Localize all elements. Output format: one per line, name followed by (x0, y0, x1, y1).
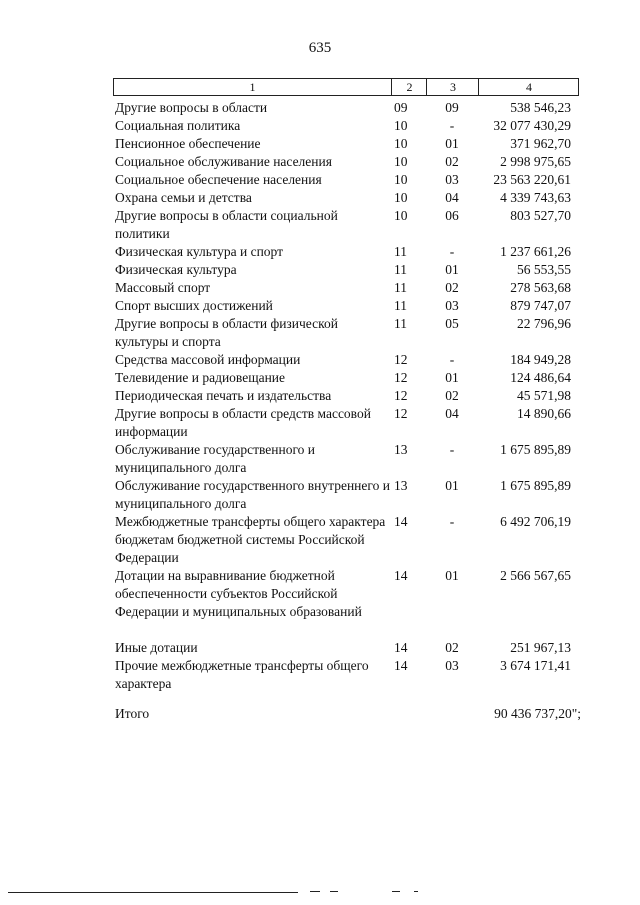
row-name: Обслуживание государственного и муниципального долга (115, 442, 316, 475)
table-row (113, 369, 583, 387)
row-section: 10 (394, 208, 408, 223)
table-row (113, 297, 583, 315)
row-name: Телевидение и радиовещание (115, 370, 286, 385)
row-amount: 2 998 975,65 (500, 154, 571, 169)
row-name: Обслуживание государственного внутреннего и муниципального долга (115, 478, 390, 511)
footer-dash (310, 891, 320, 892)
row-section: 10 (394, 118, 408, 133)
row-subsection: 09 (445, 100, 459, 115)
row-name: Другие вопросы в области социальной политики (115, 208, 338, 241)
row-subsection: 01 (445, 568, 459, 583)
row-name: Дотации на выравнивание бюджетной обеспеченности субъектов Российской Федерации и муниципальных образований (115, 568, 362, 619)
table-row (113, 405, 583, 441)
total-row (113, 705, 583, 723)
header-col-2: 2 (391, 79, 427, 95)
row-amount: 124 486,64 (510, 370, 571, 385)
header-col-4: 4 (478, 79, 579, 95)
footer-dash (414, 891, 418, 892)
table-row (113, 513, 583, 567)
table-row (113, 567, 583, 621)
row-name: Иные дотации (115, 640, 198, 655)
row-section: 10 (394, 154, 408, 169)
row-section: 09 (394, 100, 408, 115)
table-row (113, 351, 583, 369)
row-section: 11 (394, 298, 407, 313)
row-name: Средства массовой информации (115, 352, 301, 367)
table-row (113, 387, 583, 405)
row-name: Социальное обеспечение населения (115, 172, 322, 187)
table-row (113, 243, 583, 261)
row-subsection: 02 (445, 388, 459, 403)
row-amount: 879 747,07 (510, 298, 571, 313)
row-amount: 1 675 895,89 (500, 478, 571, 493)
row-subsection: 03 (445, 172, 459, 187)
row-section: 10 (394, 190, 408, 205)
row-amount: 278 563,68 (510, 280, 571, 295)
row-section: 11 (394, 280, 407, 295)
row-section: 12 (394, 388, 408, 403)
total-value: 90 436 737,20"; (494, 706, 581, 721)
row-subsection: 02 (445, 154, 459, 169)
row-section: 14 (394, 514, 408, 529)
row-amount: 6 492 706,19 (500, 514, 571, 529)
page-number: 635 (308, 40, 332, 56)
table-row (113, 207, 583, 243)
row-amount: 184 949,28 (510, 352, 571, 367)
row-name: Прочие межбюджетные трансферты общего характера (115, 658, 369, 691)
row-subsection: 04 (445, 190, 459, 205)
row-name: Другие вопросы в области средств массовой информации (115, 406, 371, 439)
row-section: 11 (394, 316, 407, 331)
row-section: 14 (394, 658, 408, 673)
footer-dash (330, 891, 338, 892)
row-name: Физическая культура (115, 262, 237, 277)
row-subsection: 02 (445, 640, 459, 655)
row-subsection: 02 (445, 280, 459, 295)
table-row (113, 117, 583, 135)
row-subsection: 05 (445, 316, 459, 331)
row-amount: 538 546,23 (510, 100, 571, 115)
row-subsection: - (449, 514, 455, 529)
row-amount: 803 527,70 (510, 208, 571, 223)
row-name: Другие вопросы в области физической культуры и спорта (115, 316, 338, 349)
row-section: 13 (394, 442, 408, 457)
header-col-3: 3 (426, 79, 479, 95)
row-amount: 45 571,98 (517, 388, 571, 403)
row-section: 11 (394, 262, 407, 277)
row-name: Спорт высших достижений (115, 298, 273, 313)
row-amount: 371 962,70 (510, 136, 571, 151)
row-subsection: 06 (445, 208, 459, 223)
row-amount: 32 077 430,29 (493, 118, 571, 133)
row-name: Физическая культура и спорт (115, 244, 284, 259)
row-amount: 1 237 661,26 (500, 244, 571, 259)
row-subsection: 03 (445, 298, 459, 313)
row-subsection: 01 (445, 262, 459, 277)
row-amount: 4 339 743,63 (500, 190, 571, 205)
table-row (113, 477, 583, 513)
footer-rule (8, 892, 298, 893)
table-row (113, 171, 583, 189)
row-subsection: - (449, 352, 455, 367)
table-row (113, 657, 583, 693)
row-amount: 1 675 895,89 (500, 442, 571, 457)
row-subsection: 01 (445, 136, 459, 151)
row-section: 13 (394, 478, 408, 493)
row-section: 12 (394, 406, 408, 421)
row-section: 14 (394, 640, 408, 655)
row-subsection: - (449, 244, 455, 259)
row-section: 12 (394, 352, 408, 367)
row-amount: 56 553,55 (517, 262, 571, 277)
row-section: 12 (394, 370, 408, 385)
table-row (113, 99, 583, 117)
row-subsection: - (449, 442, 455, 457)
row-name: Другие вопросы в области (115, 100, 268, 115)
table-row (113, 441, 583, 477)
row-name: Охрана семьи и детства (115, 190, 252, 205)
table-row (113, 279, 583, 297)
row-subsection: 01 (445, 478, 459, 493)
row-subsection: 01 (445, 370, 459, 385)
row-amount: 22 796,96 (517, 316, 571, 331)
row-subsection: - (449, 118, 455, 133)
row-name: Социальная политика (115, 118, 241, 133)
row-section: 14 (394, 568, 408, 583)
row-name: Пенсионное обеспечение (115, 136, 261, 151)
row-amount: 3 674 171,41 (500, 658, 571, 673)
total-label: Итого (115, 706, 150, 721)
row-name: Массовый спорт (115, 280, 211, 295)
table-row (113, 639, 583, 657)
row-name: Межбюджетные трансферты общего характера бюджетам бюджетной системы Российской Федерации (115, 514, 386, 565)
table-header (113, 78, 579, 96)
table-row (113, 261, 583, 279)
table-row (113, 153, 583, 171)
table-row (113, 135, 583, 153)
row-name: Социальное обслуживание населения (115, 154, 332, 169)
row-subsection: 04 (445, 406, 459, 421)
header-col-1: 1 (249, 80, 256, 94)
row-amount: 14 890,66 (517, 406, 571, 421)
row-subsection: 03 (445, 658, 459, 673)
row-amount: 23 563 220,61 (493, 172, 571, 187)
row-name: Периодическая печать и издательства (115, 388, 332, 403)
table-row (113, 189, 583, 207)
budget-table (113, 99, 583, 723)
row-amount: 251 967,13 (510, 640, 571, 655)
row-amount: 2 566 567,65 (500, 568, 571, 583)
row-section: 10 (394, 172, 408, 187)
row-section: 11 (394, 244, 407, 259)
footer-dash (392, 891, 400, 892)
row-section: 10 (394, 136, 408, 151)
table-row (113, 315, 583, 351)
